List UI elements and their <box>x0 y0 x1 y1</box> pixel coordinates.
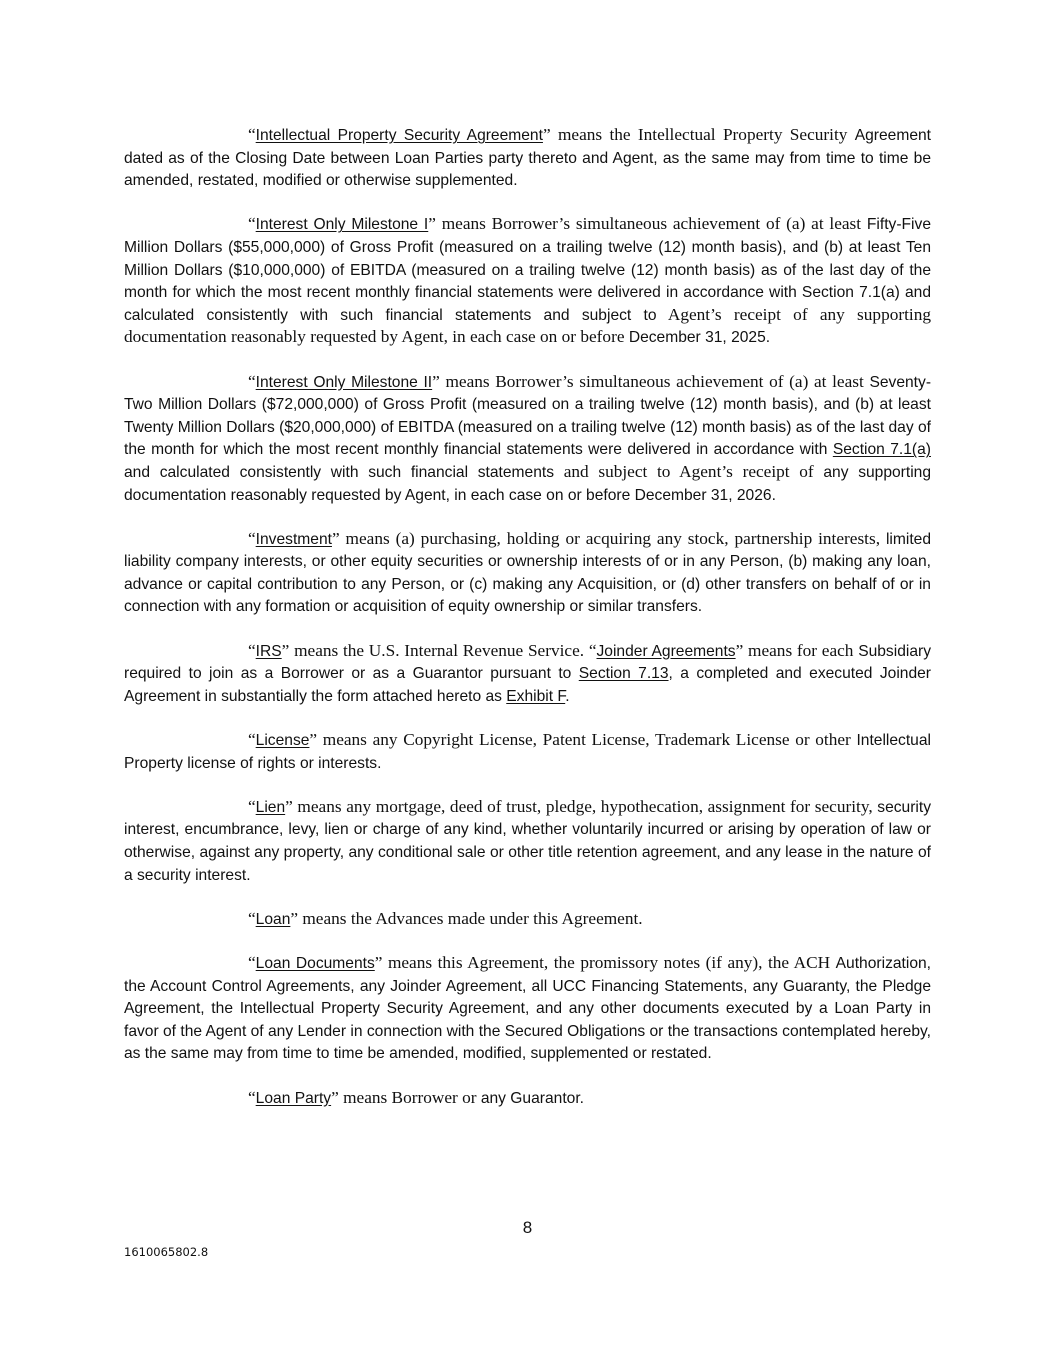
definition-text: means the U.S. Internal Revenue Service. “ <box>289 640 597 660</box>
definition-text: Intellectual Property license of rights or interests. <box>124 732 931 772</box>
document-page <box>124 124 931 1131</box>
document-id: 1610065802.8 <box>124 1245 209 1259</box>
definition-text: and calculated consistently with such financial statements <box>124 463 555 481</box>
definition-text: ” means for each <box>735 640 859 660</box>
definition-text: Authorization, the Account Control Agreements, any Joinder Agreement, all UCC Financing Statements, any Guaranty, the Pledge Agreement, the Intellectual Property Security Agreement, and any other documents executed by a Loan Party in favor of the Agent of any Lender in connection with the Secured Obligations or the transactions contemplated hereby, as the same may from time to time be amended, modified, supplemented or restated. <box>124 954 932 1063</box>
definition-text: means Borrower’s simultaneous achievement of (a) at least <box>439 371 870 391</box>
defined-term: Loan <box>255 910 291 928</box>
definition-text: means (a) purchasing, holding or acquiring any stock, partnership interests, <box>339 528 886 548</box>
definition-text: Agreement dated as of the Closing Date between Loan Parties party thereto and Agent, as the same may from time to time be amended, restated, modified or otherwise supplemented. <box>124 127 931 190</box>
definition-text: means any Copyright License, Patent License, Trademark License or other <box>317 730 857 750</box>
section-reference-link[interactable]: Section 7.1(a) <box>832 441 931 459</box>
definition-text: means any mortgage, deed of trust, pledge, hypothecation, assignment for security, <box>292 796 878 816</box>
section-reference-link[interactable]: Section 7.13 <box>578 665 669 683</box>
defined-term: Lien <box>255 798 286 816</box>
definition-text: means this Agreement, the promissory notes (if any), the ACH <box>382 952 836 972</box>
definition-text: . <box>565 687 570 705</box>
defined-term: License <box>255 732 310 750</box>
definition-loan: “Loan” means the Advances made under this Agreement. <box>248 908 643 928</box>
defined-term: Loan Documents <box>255 954 375 972</box>
page-number: 8 <box>522 1218 533 1237</box>
defined-term: Intellectual Property Security Agreement <box>255 127 543 144</box>
definition-text: any Guarantor. <box>480 1089 584 1107</box>
defined-term: Interest Only Milestone II <box>255 373 433 391</box>
definition-text: security interest, encumbrance, levy, lien or charge of any kind, whether voluntarily incurred or arising by operation of law or otherwise, against any property, any conditional sale or other title retention agreement, and any lease in the nature of a security interest. <box>124 798 931 884</box>
definition-loan-documents: “Loan Documents” means this Agreement, the promissory notes (if any), the ACH Authorization, the Account Control Agreements, any Joinder Agreement, all UCC Financing Statements, any Guaranty, the Pledge Agreement, the Intellectual Property Security Agreement, and any other documents executed by a Loan Party in favor of the Agent of any Lender in connection with the Secured Obligations or the transactions contemplated hereby, as the same may from time to time be amended, modified, supplemented or restated. <box>124 952 932 1063</box>
definition-irs-and-joinder-agreements: “IRS” means the U.S. Internal Revenue Service. “Joinder Agreements” means for each Subsidiary required to join as a Borrower or as a Guarantor pursuant to Section 7.13, a completed and executed Joinder Agreement in substantially the form attached hereto as Exhibit F. <box>124 640 931 705</box>
definition-text: means Borrower or <box>338 1087 481 1107</box>
defined-term: Joinder Agreements <box>596 642 736 660</box>
definition-text: December 31, 2025. <box>628 329 771 347</box>
definition-text: Seventy-Two Million Dollars ($72,000,000) of Gross Profit (measured on a trailing twelve (12) month basis), and (b) at least Twenty Million Dollars ($20,000,000) of EBITDA (measured on a trailing twelve (12) month basis) as of the last day of the month for which the most recent monthly financial statements were delivered in accordance with <box>124 373 932 459</box>
definition-license: “License” means any Copyright License, Patent License, Trademark License or other Intellectual Property license of rights or interests. <box>124 730 931 772</box>
definition-text: and subject to Agent’s receipt of <box>554 461 824 481</box>
definition-investment: “Investment” means (a) purchasing, holding or acquiring any stock, partnership interests, limited liability company interests, or other equity securities or ownership interests of or in any Person, (b) making any loan, advance or capital contribution to any Person, or (c) making any Acquisition, or (d) other transfers on behalf of or in connection with any formation or acquisition of equity ownership or similar transfers. <box>124 528 931 616</box>
definition-text: means the Advances made under this Agreement. <box>298 908 643 928</box>
exhibit-reference-link[interactable]: Exhibit F <box>506 687 566 705</box>
definition-text: means Borrower’s simultaneous achievement of (a) at least <box>435 214 867 234</box>
definition-interest-only-milestone-ii: “Interest Only Milestone II” means Borrower’s simultaneous achievement of (a) at least Seventy-Two Million Dollars ($72,000,000) of Gross Profit (measured on a trailing twelve (12) month basis), and (b) at least Twenty Million Dollars ($20,000,000) of EBITDA (measured on a trailing twelve (12) month basis) as of the last day of the month for which the most recent monthly financial statements were delivered in accordance with Section 7.1(a) and calculated consistently with such financial statements and subject to Agent’s receipt of any supporting documentation reasonably requested by Agent, in each case on or before December 31, 2026. <box>124 371 932 504</box>
defined-term: Investment <box>255 530 332 548</box>
definition-text: Subsidiary required to join as a Borrower or as a Guarantor pursuant to <box>124 642 931 683</box>
defined-term: Loan Party <box>255 1089 332 1107</box>
definition-text: any supporting documentation reasonably requested by Agent, in each case on or before December 31, 2026. <box>124 463 932 504</box>
definition-lien: “Lien” means any mortgage, deed of trust, pledge, hypothecation, assignment for security, security interest, encumbrance, levy, lien or charge of any kind, whether voluntarily incurred or arising by operation of law or otherwise, against any property, any conditional sale or other title retention agreement, and any lease in the nature of a security interest. <box>124 796 931 884</box>
definition-interest-only-milestone-i: “Interest Only Milestone I” means Borrower’s simultaneous achievement of (a) at least Fifty-Five Million Dollars ($55,000,000) of Gross Profit (measured on a trailing twelve (12) month basis), and (b) at least Ten Million Dollars ($10,000,000) of EBITDA (measured on a trailing twelve (12) month basis) as of the last day of the month for which the most recent monthly financial statements were delivered in accordance with Section 7.1(a) and calculated consistently with such financial statements and subject to Agent’s receipt of any supporting documentation reasonably requested by Agent, in each case on or before December 31, 2025. <box>124 214 931 347</box>
definition-text: , a completed and executed Joinder Agreement in substantially the form attached hereto as <box>124 665 931 705</box>
definition-intellectual-property-security-agreement: “Intellectual Property Security Agreement” means the Intellectual Property Security Agreement dated as of the Closing Date between Loan Parties party thereto and Agent, as the same may from time to time be amended, restated, modified or otherwise supplemented. <box>124 125 931 190</box>
definition-text: Fifty-Five Million Dollars ($55,000,000) of Gross Profit (measured on a trailing twelve (12) month basis), and (b) at least Ten Million Dollars ($10,000,000) of EBITDA (measured on a trailing twelve (12) month basis) as of the last day of the month for which the most recent monthly financial statements were delivered in accordance with Section 7.1(a) and calculated consistently with such financial statements and subject to <box>124 216 931 324</box>
definition-text: means the Intellectual Property Security <box>550 125 855 144</box>
definition-loan-party: “Loan Party” means Borrower or any Guarantor. <box>248 1087 584 1107</box>
defined-term: IRS <box>255 642 282 660</box>
definition-text: limited liability company interests, or other equity securities or ownership interests of or in any Person, (b) making any loan, advance or capital contribution to any Person, or (c) making any Acquisition, or (d) other transfers on behalf of or in connection with any formation or acquisition of equity ownership or similar transfers. <box>124 530 931 616</box>
defined-term: Interest Only Milestone I <box>255 216 429 234</box>
definition-text: Agent’s receipt of any supporting documentation reasonably requested by Agent, in each case on or before <box>124 304 931 347</box>
